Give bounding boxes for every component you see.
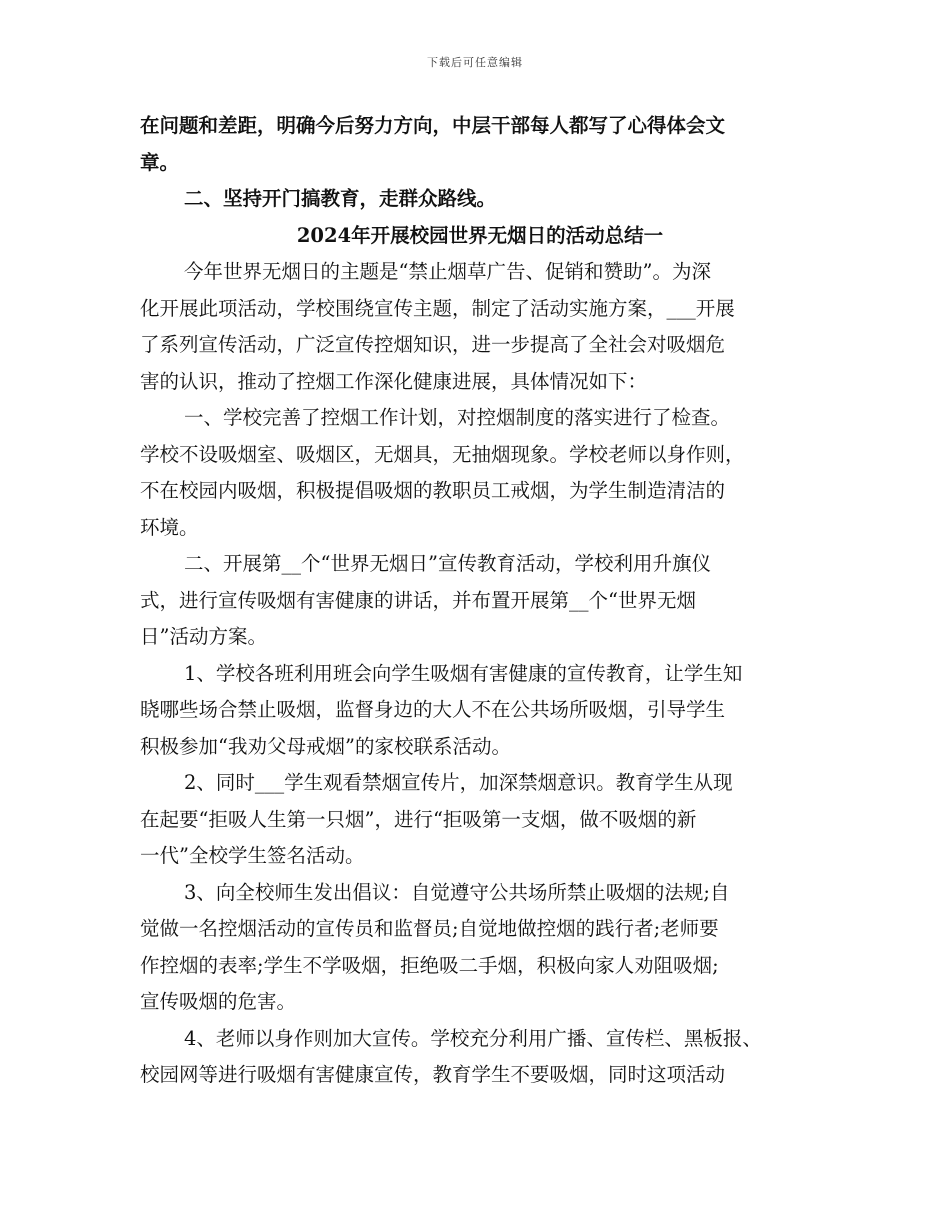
text-line: 在问题和差距，明确今后努力方向，中层干部每人都写了心得体会文 bbox=[140, 114, 726, 137]
text-line: 了系列宣传活动，广泛宣传控烟知识，进一步提高了全社会对吸烟危 bbox=[140, 333, 726, 356]
text-line: 一、学校完善了控烟工作计划，对控烟制度的落实进行了检查。 bbox=[184, 406, 731, 429]
text-line: 觉做一名控烟活动的宣传员和监督员;自觉地做控烟的践行者;老师要 bbox=[140, 917, 719, 940]
paragraph-item-1 bbox=[140, 656, 830, 766]
text-line: 不在校园内吸烟，积极提倡吸烟的教职员工戒烟，为学生制造清洁的 bbox=[140, 479, 726, 502]
paragraph-item-2 bbox=[140, 765, 830, 875]
text-line: 宣传吸烟的危害。 bbox=[140, 990, 297, 1013]
text-line: 式，进行宣传吸烟有害健康的讲话，并布置开展第__个“世界无烟 bbox=[140, 588, 696, 612]
document-title bbox=[130, 218, 830, 255]
paragraph-item-4 bbox=[140, 1021, 830, 1094]
text-line: 今年世界无烟日的主题是“禁止烟草广告、促销和赞助”。为深 bbox=[184, 260, 711, 283]
text-line: 2024年开展校园世界无烟日的活动总结一 bbox=[296, 223, 664, 247]
text-line: 害的认识，推动了控烟工作深化健康进展，具体情况如下： bbox=[140, 369, 648, 393]
paragraph-section-2 bbox=[140, 546, 830, 656]
text-line: 2、同时___学生观看禁烟宣传片，加深禁烟意识。教育学生从现 bbox=[184, 771, 733, 794]
text-line: 1、学校各班利用班会向学生吸烟有害健康的宣传教育，让学生知 bbox=[184, 661, 743, 685]
text-line: 一代”全校学生签名活动。 bbox=[140, 844, 365, 867]
document-body bbox=[140, 108, 830, 1094]
text-line: 化开展此项活动，学校围绕宣传主题，制定了活动实施方案，___开展 bbox=[140, 296, 735, 320]
paragraph-item-3 bbox=[140, 875, 830, 1021]
text-line: 二、坚持开门搞教育，走群众路线。 bbox=[184, 187, 497, 210]
text-line: 积极参加“我劝父母戒烟”的家校联系活动。 bbox=[140, 734, 511, 758]
text-line: 日”活动方案。 bbox=[140, 625, 267, 648]
text-line: 校园网等进行吸烟有害健康宣传，教育学生不要吸烟，同时这项活动 bbox=[140, 1063, 726, 1086]
text-line: 作控烟的表率;学生不学吸烟，拒绝吸二手烟，积极向家人劝阻吸烟; bbox=[140, 953, 719, 977]
text-line: 4、老师以身作则加大宣传。学校充分利用广播、宣传栏、黑板报、 bbox=[184, 1026, 762, 1050]
text-line: 环境。 bbox=[140, 515, 199, 539]
paragraph-intro bbox=[140, 254, 830, 400]
paragraph-section-1 bbox=[140, 400, 830, 546]
text-line: 二、开展第__个“世界无烟日”宣传教育活动，学校利用升旗仪 bbox=[184, 552, 711, 575]
paragraph-continuation bbox=[140, 108, 830, 181]
text-line: 学校不设吸烟室、吸烟区，无烟具，无抽烟现象。学校老师以身作则， bbox=[140, 442, 745, 466]
page-header: 下载后可任意编辑 bbox=[427, 56, 523, 69]
text-line: 章。 bbox=[140, 150, 180, 174]
text-line: 在起要“拒吸人生第一只烟”，进行“拒吸第一支烟，做不吸烟的新 bbox=[140, 807, 697, 831]
section-heading bbox=[140, 181, 830, 218]
text-line: 晓哪些场合禁止吸烟，监督身边的大人不在公共场所吸烟，引导学生 bbox=[140, 698, 726, 721]
text-line: 3、向全校师生发出倡议：自觉遵守公共场所禁止吸烟的法规;自 bbox=[184, 880, 730, 904]
